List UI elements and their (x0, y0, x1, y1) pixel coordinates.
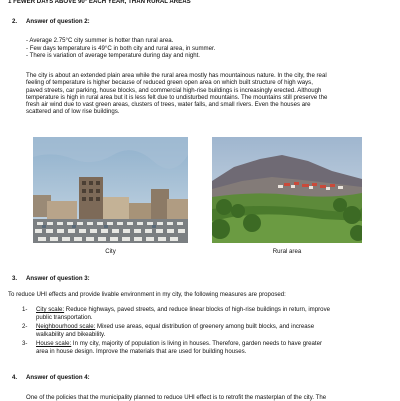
measure-line: public transportation. (36, 313, 93, 321)
q2-bullet: - Average 2.75°C city summer is hotter than rural area. (26, 37, 174, 44)
previous-answer-number: 1 (8, 0, 12, 5)
q2-paragraph-line: scattered and of low rise buildings. (26, 108, 120, 116)
previous-answer-text: FEWER DAYS ABOVE 90° EACH YEAR, THAN RURAL AREAS (13, 0, 191, 5)
q3-number: 3. (12, 275, 18, 282)
measure-line: area in house design. Improve the materials that are used for building houses. (36, 347, 247, 355)
measure-line: In my city, majority of population is living in houses. Therefore, garden needs to have greater (71, 340, 323, 347)
measure-line: Reduce highways, paved streets, and reduce linear blocks of high-rise buildings in return, improve (64, 306, 331, 313)
q2-paragraph-line: fresh air wind due to vast green areas, clusters of trees, water falls, and small rivers. Even the houses are (26, 101, 311, 109)
measure-line: walkability and bikeability. (36, 330, 106, 338)
q2-bullet-list (26, 37, 215, 60)
q3-heading: Answer of question 3: (26, 275, 90, 282)
q4-heading: Answer of question 4: (26, 374, 90, 381)
rural-photo (212, 137, 362, 243)
measure-line: Mixed use areas, equal distribution of greenery among built blocks, and increase (95, 323, 315, 330)
q2-number: 2. (12, 18, 18, 25)
q2-paragraph-line: paved streets, car parking, house blocks, and commercial high-rise buildings is increasingly erected. Although (26, 86, 322, 94)
measure-number: 3- (22, 340, 28, 347)
measure-number: 1- (22, 306, 28, 313)
measure-text (36, 323, 314, 338)
measure-label: Neighbourhood scale: (36, 323, 96, 330)
q2-paragraph-line: The city is about an extended plain area while the rural area mostly has mountainous nature. In the city, the real (26, 72, 327, 79)
q4-partial-line: One of the policies that the municipality planned to reduce UHI effect is to retrofit the masterplan of the city. The (26, 394, 327, 401)
measure-label: City scale: (36, 306, 65, 313)
q2-bullet: - Few days temperature is 49°C in both city and rural area, in summer. (26, 44, 216, 52)
rural-caption: Rural area (272, 248, 302, 255)
city-photo (33, 137, 188, 243)
q2-paragraph-line: feeling of temperature is higher because of reduced green open area on which built structure of high ways, (26, 79, 313, 87)
city-caption: City (105, 248, 116, 255)
q2-paragraph (26, 72, 327, 116)
q2-heading: Answer of question 2: (26, 18, 90, 25)
q3-intro: To reduce UHI effects and provide livable environment in my city, the following measures are proposed: (8, 291, 286, 298)
q2-bullet: - There is variation of average temperature during day and night. (26, 52, 200, 60)
q4-number: 4. (12, 374, 18, 381)
measure-label: House scale: (36, 340, 72, 347)
q2-paragraph-line: temperature is high in rural area but it is less felt due to undisturbed mountains. The mountains still preserve the (26, 93, 328, 101)
measure-text (36, 306, 330, 321)
measure-number: 2- (22, 323, 28, 330)
previous-answer-line (8, 0, 191, 5)
measure-text (36, 340, 322, 355)
